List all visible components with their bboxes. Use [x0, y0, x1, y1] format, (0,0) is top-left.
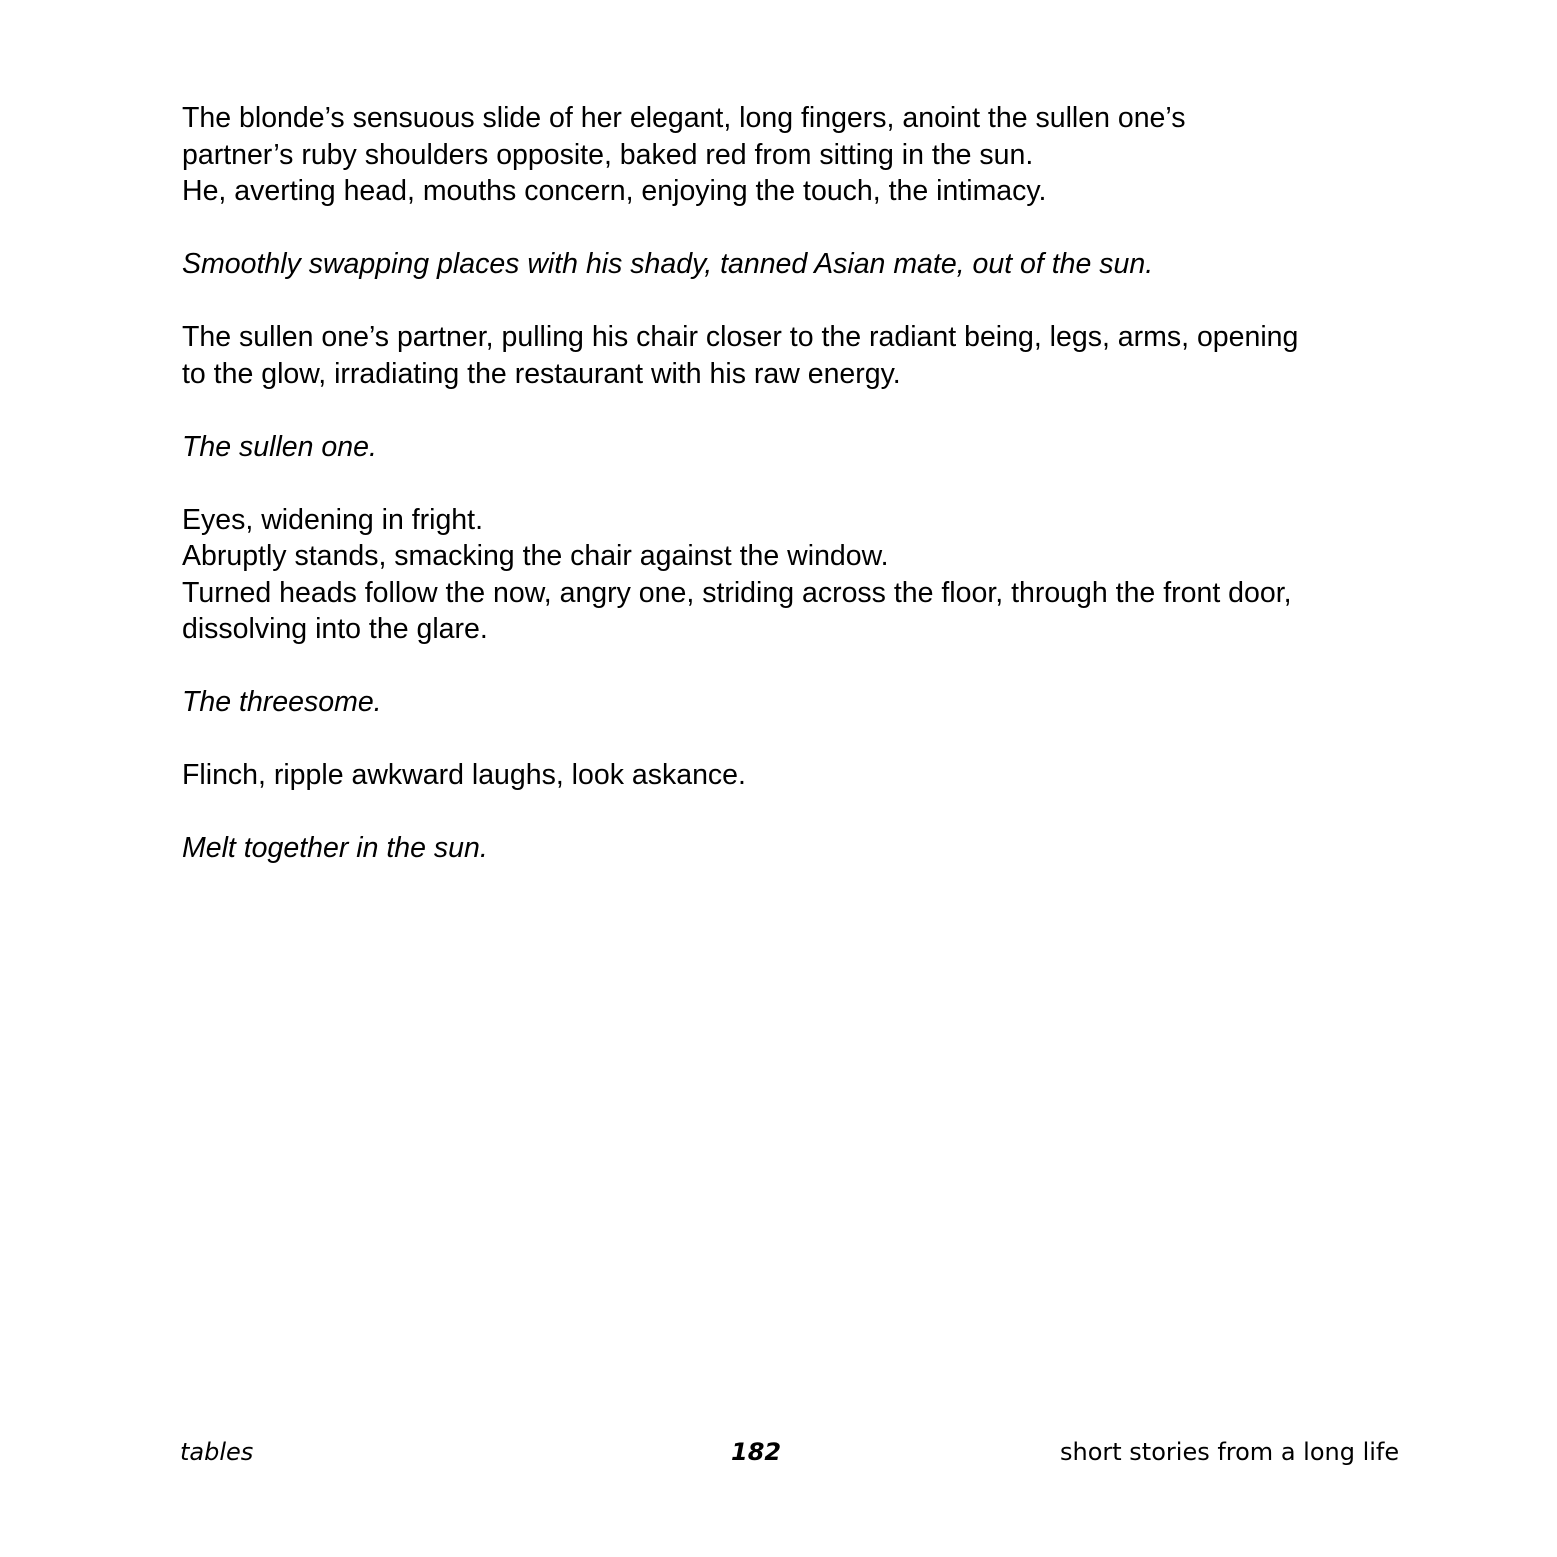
paragraph-flinch	[182, 757, 1412, 794]
page-body	[182, 100, 1412, 903]
text-line: Abruptly stands, smacking the chair against the window.	[182, 540, 889, 572]
paragraph-sullen-one	[182, 429, 1412, 466]
paragraph-blonde	[182, 100, 1412, 210]
paragraph-eyes-widening	[182, 502, 1412, 648]
footer-page-number: 182	[731, 1438, 782, 1466]
text-line: The threesome.	[182, 686, 382, 718]
text-line: Smoothly swapping places with his shady, tanned Asian mate, out of the sun.	[182, 248, 1154, 280]
text-line: Melt together in the sun.	[182, 832, 488, 864]
text-line: Turned heads follow the now, angry one, striding across the floor, through the front door,	[182, 576, 1292, 609]
text-line: The sullen one.	[182, 430, 377, 463]
page-footer	[0, 1434, 1557, 1470]
text-line: Flinch, ripple awkward laughs, look askance.	[182, 759, 746, 791]
text-line: Eyes, widening in fright.	[182, 503, 483, 536]
paragraph-melt-together	[182, 830, 1412, 867]
paragraph-swapping-places	[182, 246, 1412, 283]
footer-book-title: short stories from a long life	[1060, 1438, 1400, 1466]
footer-section-title: tables	[180, 1438, 254, 1466]
text-line: to the glow, irradiating the restaurant with his raw energy.	[182, 357, 901, 390]
text-line: The sullen one’s partner, pulling his chair closer to the radiant being, legs, arms, opening	[182, 321, 1299, 353]
text-line: The blonde’s sensuous slide of her elegant, long fingers, anoint the sullen one’s	[182, 102, 1186, 134]
paragraph-threesome	[182, 684, 1412, 721]
text-line: partner’s ruby shoulders opposite, baked red from sitting in the sun.	[182, 138, 1034, 171]
text-line: dissolving into the glare.	[182, 613, 488, 645]
paragraph-partner	[182, 319, 1412, 392]
text-line: He, averting head, mouths concern, enjoying the touch, the intimacy.	[182, 175, 1047, 207]
